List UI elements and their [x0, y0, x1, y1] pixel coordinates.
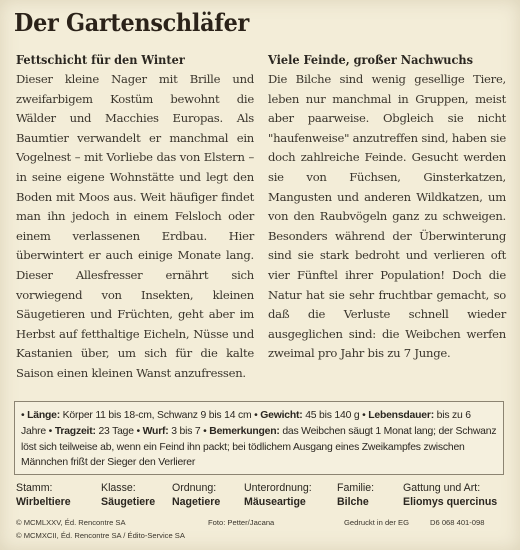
- facts-box: • Länge: Körper 11 bis 18-cm, Schwanz 9 bis 14 cm • Gewicht: 45 bis 140 g • Lebensdauer: bis zu 6 Jahre • Tragzeit: 23 Tage • Wurf: 3 bis 7 • Bemerkungen: das Weibchen säugt 1 Monat lang; der Schwanz löst sich teilweise ab, wenn ein Feind ihn packt; bei tödlichem Ausgang eines Zweikampfes zwischen Männchen frißt der Sieger den Verlierer: [14, 401, 504, 475]
- card-code: D6 068 401-098: [430, 518, 485, 527]
- laenge-label: Länge:: [27, 410, 60, 421]
- wurf-label: Wurf:: [142, 425, 169, 437]
- right-heading: Viele Feinde, großer Nachwuchs: [268, 52, 473, 67]
- taxonomy-ordnung: [172, 481, 220, 509]
- taxonomy-value: Wirbeltiere: [16, 496, 71, 508]
- taxonomy-label: Familie:: [337, 482, 375, 494]
- wurf-value: 3 bis 7: [171, 425, 201, 437]
- tragzeit-value: 23 Tage: [98, 425, 134, 437]
- taxonomy-value: Säugetiere: [101, 496, 156, 508]
- bemerkungen-value: das Weibchen säugt 1 Monat lang; der Schwanz löst sich teilweise ab, wenn ein Feind ihn packt; bei tödlichem Ausgang eines Zweikampfes zwischen Männchen frißt der Sieger den Verlierer: [21, 425, 497, 469]
- taxonomy-label: Klasse:: [101, 482, 136, 494]
- left-heading: Fettschicht für den Winter: [16, 52, 185, 67]
- copyright-line-1: © MCMLXXV, Éd. Rencontre SA: [16, 518, 126, 527]
- copyright-line-2: © MCMXCII, Éd. Rencontre SA / Édito-Service SA: [16, 531, 185, 540]
- taxonomy-value: Mäuseartige: [244, 496, 306, 508]
- left-column: [16, 52, 254, 384]
- taxonomy-value: Eliomys quercinus: [403, 496, 498, 508]
- taxonomy-label: Gattung und Art:: [403, 482, 481, 494]
- left-text: Dieser kleine Nager mit Brille und zweifarbigem Kostüm bewohnt die Wälder und Macchies Europas. Als Baumtier verwandelt er manchmal ein Vogelnest – mit Vorliebe das von Elstern – in seine eigene Wohnstätte und legt den Boden mit Moos aus. Weit häufiger findet man ihn jedoch in einem Felsloch oder einem verlassenen Erdbau. Hier überwintert er auch einige Monate lang. Dieser Allesfresser ernährt sich vorwiegend von Insekten, kleinen Säugetieren und Früchten, geht aber im Herbst auf fetthaltige Eicheln, Nüsse und Kastanien über, um sich für die kalte Saison einen kleinen Wanst anzufressen.: [16, 72, 254, 380]
- taxonomy-label: Stamm:: [16, 482, 53, 494]
- laenge-value: Körper 11 bis 18-cm, Schwanz 9 bis 14 cm: [62, 410, 252, 421]
- taxonomy-unterordnung: [244, 481, 312, 509]
- taxonomy-label: Ordnung:: [172, 482, 217, 494]
- taxonomy-stamm: [16, 481, 71, 509]
- gewicht-label: Gewicht:: [260, 410, 303, 421]
- tragzeit-label: Tragzeit:: [54, 425, 96, 437]
- taxonomy-label: Unterordnung:: [244, 482, 312, 494]
- right-text: Die Bilche sind wenig gesellige Tiere, leben nur manchmal in Gruppen, meist aber paarweise. Obgleich sie nicht "haufenweise" anzutreffen sind, haben sie doch zahlreiche Feinde. Gesucht werden sie von Füchsen, Ginsterkatzen, Mangusten und anderen Wildkatzen, um von den Raubvögeln ganz zu schweigen. Besonders während der Überwinterung sind sie stark bedroht und verlieren oft vier Fünftel ihrer Population! Doch die Natur hat sie sehr fruchtbar gemacht, so daß die Verluste schnell wieder ausgeglichen sind: die Weibchen werfen zweimal pro Jahr bis zu 7 Junge.: [268, 72, 506, 361]
- taxonomy-familie: [337, 481, 374, 509]
- gewicht-value: 45 bis 140 g: [305, 410, 360, 421]
- lebensdauer-label: Lebensdauer:: [368, 410, 434, 421]
- photo-credit: Foto: Petter/Jacana: [208, 518, 275, 527]
- taxonomy-klasse: [101, 481, 155, 509]
- bemerkungen-label: Bemerkungen:: [209, 425, 280, 437]
- taxonomy-gattung-art: [403, 481, 497, 509]
- taxonomy-value: Nagetiere: [172, 496, 221, 508]
- right-column: [268, 52, 506, 364]
- printed-note: Gedruckt in der EG: [344, 518, 409, 527]
- lebensdauer-value: bis zu 6 Jahre: [21, 410, 471, 437]
- card-title: Der Gartenschläfer: [14, 8, 249, 37]
- taxonomy-value: Bilche: [337, 496, 369, 508]
